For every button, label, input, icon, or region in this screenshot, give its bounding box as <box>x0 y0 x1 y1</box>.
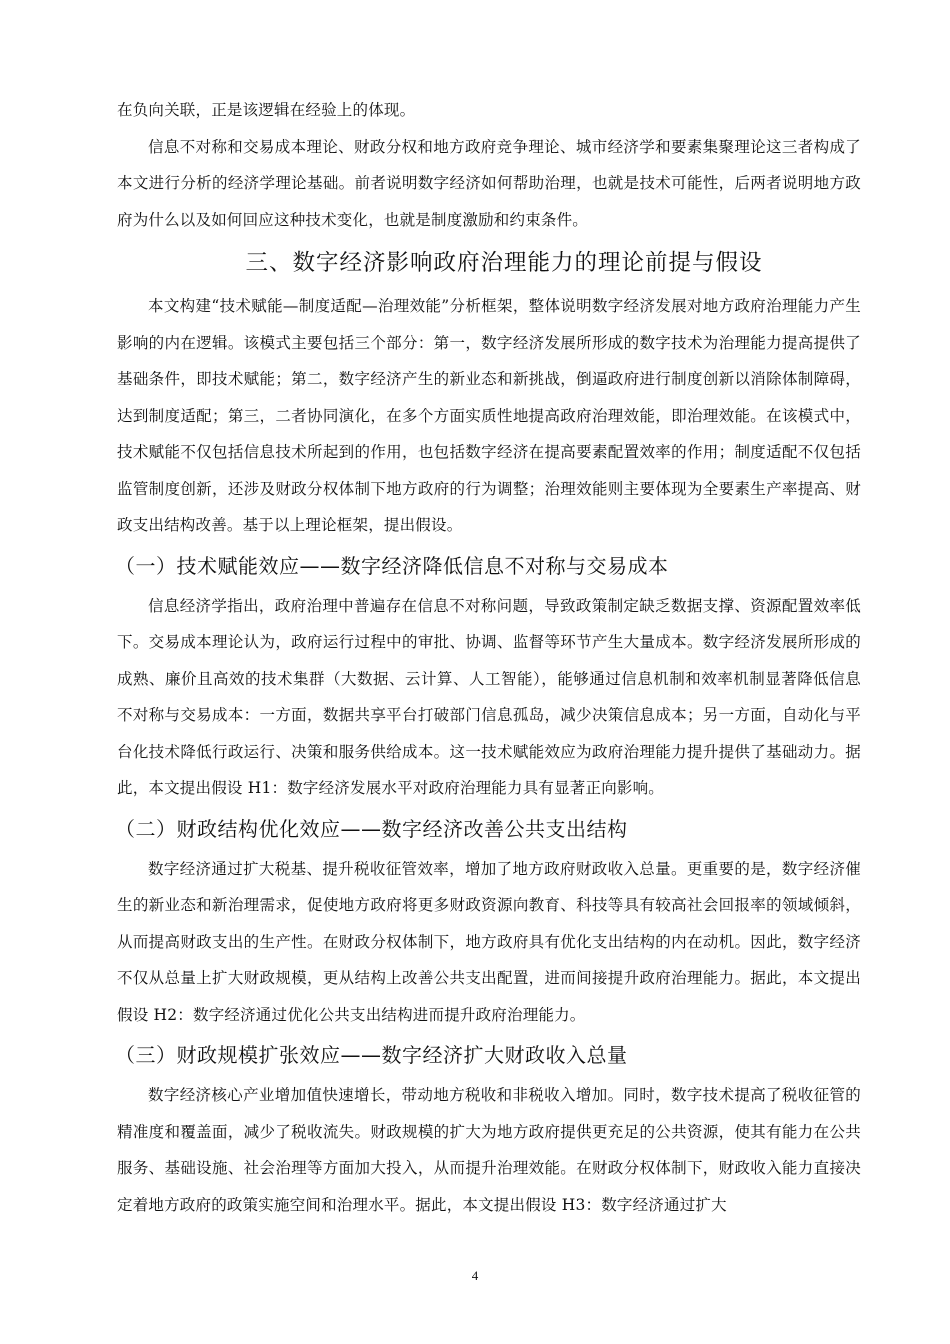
document-page <box>117 92 861 1223</box>
paragraph-subsection-1: 信息经济学指出，政府治理中普遍存在信息不对称问题，导致政策制定缺乏数据支撑、资源配置效率低下。交易成本理论认为，政府运行过程中的审批、协调、监督等环节产生大量成本。数字经济发展所形成的成熟、廉价且高效的技术集群（大数据、云计算、人工智能），能够通过信息机制和效率机制显著降低信息不对称与交易成本：一方面，数据共享平台打破部门信息孤岛，减少决策信息成本；另一方面，自动化与平台化技术降低行政运行、决策和服务供给成本。这一技术赋能效应为政府治理能力提升提供了基础动力。据此，本文提出假设 H1：数字经济发展水平对政府治理能力具有显著正向影响。 <box>117 596 861 797</box>
paragraph-subsection-2: 数字经济通过扩大税基、提升税收征管效率，增加了地方政府财政收入总量。更重要的是，数字经济催生的新业态和新治理需求，促使地方政府将更多财政资源向教育、科技等具有较高社会回报率的领域倾斜，从而提高财政支出的生产性。在财政分权体制下，地方政府具有优化支出结构的内在动机。因此，数字经济不仅从总量上扩大财政规模，更从结构上改善公共支出配置，进而间接提升政府治理能力。据此，本文提出假设 H2：数字经济通过优化公共支出结构进而提升政府治理能力。 <box>117 859 861 1024</box>
subsection-heading-1: （一）技术赋能效应——数字经济降低信息不对称与交易成本 <box>115 553 669 578</box>
paragraph-subsection-3: 数字经济核心产业增加值快速增长，带动地方税收和非税收入增加。同时，数字技术提高了税收征管的精准度和覆盖面，减少了税收流失。财政规模的扩大为地方政府提供更充足的公共资源，使其有能力在公共服务、基础设施、社会治理等方面加大投入，从而提升治理效能。在财政分权体制下，财政收入能力直接决定着地方政府的政策实施空间和治理水平。据此，本文提出假设 H3：数字经济通过扩大 <box>117 1086 861 1214</box>
subsection-heading-3: （三）财政规模扩张效应——数字经济扩大财政收入总量 <box>115 1043 628 1067</box>
paragraph-theory-basis: 信息不对称和交易成本理论、财政分权和地方政府竞争理论、城市经济学和要素集聚理论这三者构成了本文进行分析的经济学理论基础。前者说明数字经济如何帮助治理，也就是技术可能性，后两者说明地方政府为什么以及如何回应这种技术变化，也就是制度激励和约束条件。 <box>117 137 861 229</box>
page-number: 4 <box>471 1268 479 1283</box>
subsection-heading-2: （二）财政结构优化效应——数字经济改善公共支出结构 <box>115 816 628 841</box>
section-heading-3: 三、数字经济影响政府治理能力的理论前提与假设 <box>245 250 763 276</box>
paragraph-intro-tail: 在负向关联，正是该逻辑在经验上的体现。 <box>117 101 416 119</box>
paragraph-framework: 本文构建“技术赋能—制度适配—治理效能”分析框架，整体说明数字经济发展对地方政府治理能力产生影响的内在逻辑。该模式主要包括三个部分：第一，数字经济发展所形成的数字技术为治理能力提高提供了基础条件，即技术赋能；第二，数字经济产生的新业态和新挑战，倒逼政府进行制度创新以消除体制障碍，达到制度适配；第三，二者协同演化，在多个方面实质性地提高政府治理效能，即治理效能。在该模式中，技术赋能不仅包括信息技术所起到的作用，也包括数字经济在提高要素配置效率的作用；制度适配不仅包括监管制度创新，还涉及财政分权体制下地方政府的行为调整；治理效能则主要体现为全要素生产率提高、财政支出结构改善。基于以上理论框架，提出假设。 <box>117 297 861 534</box>
